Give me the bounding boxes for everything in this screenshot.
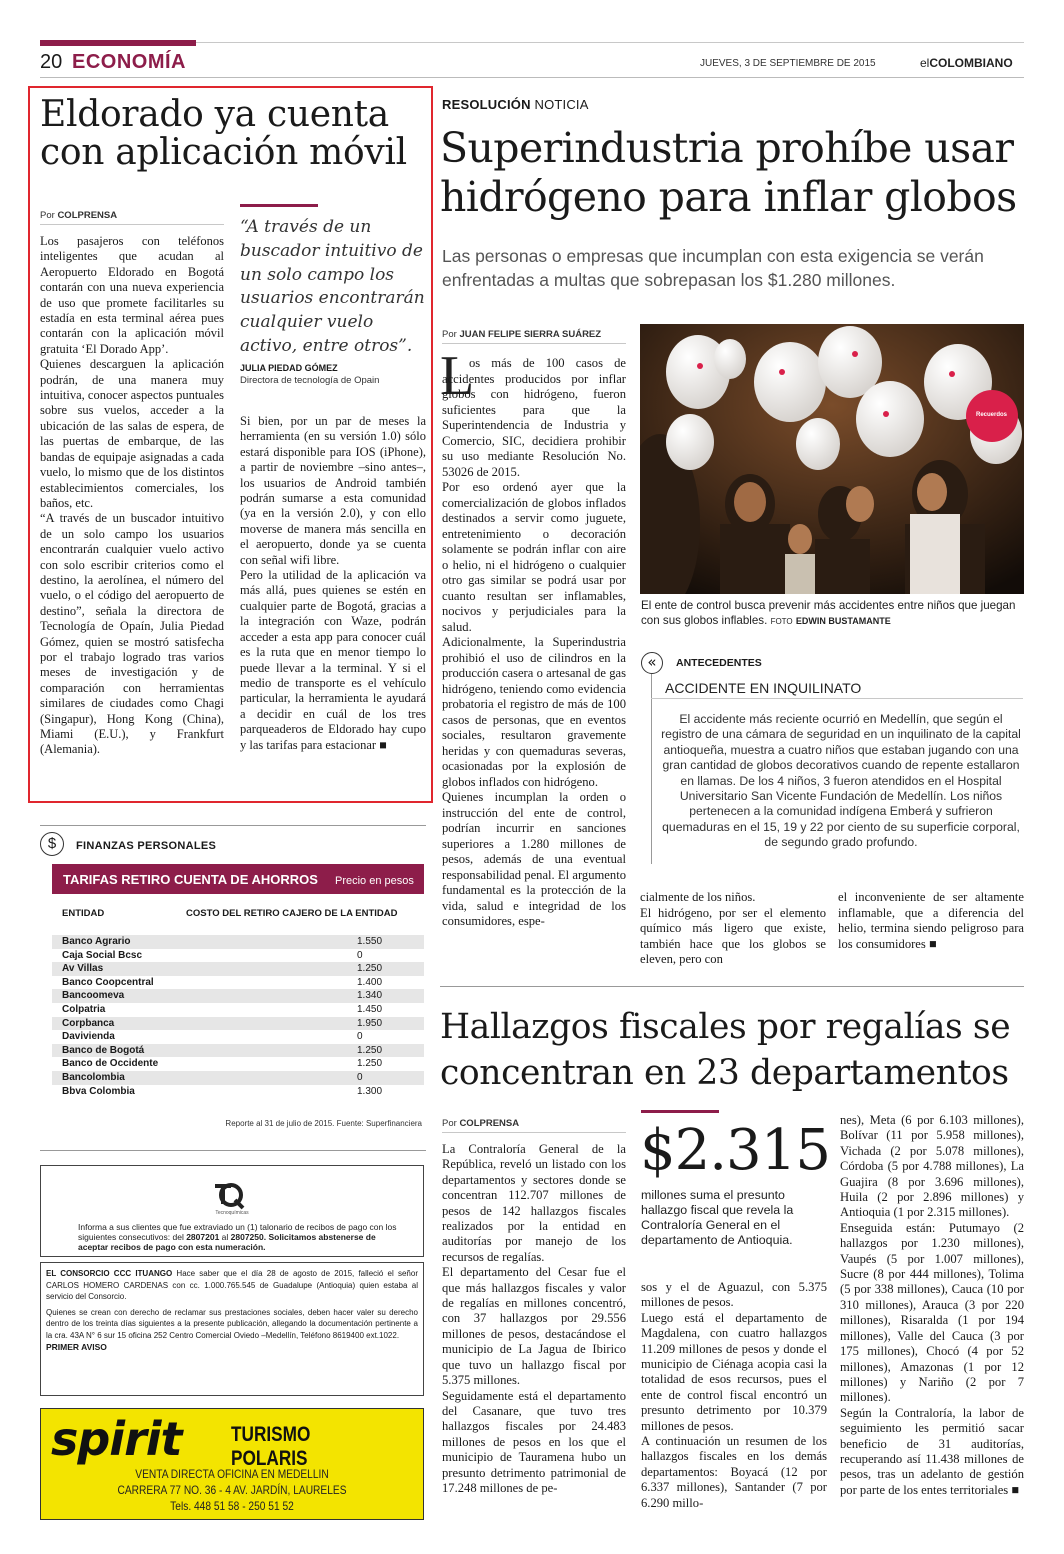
quote-author: JULIA PIEDAD GÓMEZ — [240, 363, 338, 373]
superindustria-col3: el inconveniente de ser altamente inflamable, que a diferencia del helio, termina siendo peligroso para los consumidores ■ — [838, 890, 1024, 951]
entity-cell: Corpbanca — [62, 1017, 115, 1029]
quote-author-role: Directora de tecnología de Opain — [240, 375, 380, 386]
entity-cell: Colpatria — [62, 1003, 106, 1015]
superindustria-headline: Superindustria prohíbe usar hidrógeno para inflar globos — [440, 124, 1017, 221]
hallazgos-col1: La Contraloría General de la República, reveló un listado con los departamentos y sectores donde se concentran 112.707 millones de pesos de 142 hallazgos fiscales realizados por la entidad en auditorías por manejo de los recursos de regalías. El departamento del Cesar fue el que más hallazgos fiscales y valor de regalías en millones concentró, con 37 hallazgos por 29.556 millones de pesos, destacándose el municipio de La Jagua de Ibirico que tuvo un hallazgo fiscal por 5.375 millones. Seguidamente está el departamento del Casanare, que tuvo tres hallazgos fiscales por 24.483 millones de pesos en los que el municipio de Tauramena hubo un presunto detrimento patrimonial de 17.248 millones de pe- — [442, 1142, 626, 1495]
table-row — [52, 949, 424, 963]
entity-cell: Banco de Occidente — [62, 1058, 159, 1070]
section-color-bar — [40, 40, 196, 46]
entity-cell: Banco Coopcentral — [62, 976, 154, 988]
table-row — [52, 935, 424, 949]
drop-cap: L — [440, 345, 475, 407]
table-row — [52, 976, 424, 990]
cost-cell: 0 — [357, 1071, 363, 1083]
big-number-caption: millones suma el presunto hallazgo fiscal que revela la Contraloría General en el departamento de Antioquia. — [641, 1188, 794, 1247]
table-row — [52, 1017, 424, 1031]
hallazgos-headline: Hallazgos fiscales por regalías se concentran en 23 departamentos — [440, 1007, 1011, 1093]
kicker: RESOLUCIÓN NOTICIA — [442, 97, 589, 112]
photo-caption: El ente de control busca prevenir más accidentes entre niños que juegan con sus globos inflables. FOTO EDWIN BUSTAMANTE — [641, 599, 1016, 627]
entity-cell: Bancoomeva — [62, 990, 125, 1002]
cost-cell: 1.250 — [357, 963, 383, 975]
cost-cell: 1.450 — [357, 1003, 383, 1015]
dollar-icon: $ — [40, 832, 64, 856]
tecnoquimicas-text: Informa a sus clientes que fue extraviado un (1) talonario de recibos de pago con los siguientes consecutivos: del 2807201 al 2807250. Solicitamos abstenerse de aceptar recibos de pago con esta numeración. — [78, 1222, 397, 1252]
entity-cell: Bbva Colombia — [62, 1085, 135, 1097]
hallazgos-col2: sos y el de Aguazul, con 5.375 millones de pesos. Luego está el departamento de Magdalena, con cuatro hallazgos 11.209 millones de pesos y donde el municipio de Ciénaga acopia casi la totalidad de esos recursos, pues el ente de control fiscal encontró un presunto detrimento por 10.379 millones de pesos. A continuación un resumen de los hallazgos fiscales en los demás departamentos: Boyacá (12 por 6.337 millones), Santander (7 por 6.290 millo- — [641, 1280, 827, 1510]
number-bar — [641, 1110, 719, 1113]
tecnoquimicas-logo — [213, 1180, 247, 1210]
page-number: 20 — [40, 51, 63, 73]
entity-cell: Bancolombia — [62, 1071, 125, 1083]
cost-cell: 1.250 — [357, 1058, 383, 1070]
superindustria-col2: cialmente de los niños. El hidrógeno, por ser el elemento químico más ligero que existe, también hace que los globos se eleven, pero con — [640, 890, 826, 966]
eldorado-byline: Por COLPRENSA — [40, 210, 118, 221]
superindustria-byline: Por JUAN FELIPE SIERRA SUÁREZ — [442, 329, 602, 340]
cost-cell: 1.250 — [357, 1044, 383, 1056]
big-number: $2.315 — [640, 1118, 830, 1183]
tecnoquimicas-ad: Tecnoquímicas Informa a sus clientes que fue extraviado un (1) talonario de recibos de pago con los siguientes consecutivos: del 2807201 al 2807250. Solicitamos abstenerse de aceptar recibos de pago con esta numeración. — [40, 1165, 424, 1257]
consorcio-notice: EL CONSORCIO CCC ITUANGO Hace saber que el día 28 de agosto de 2015, falleció el señor CARLOS HOMERO CARDENAS con cc. 1.000.765.545 de Guadalupe (Antioquia) quien estaba al servicio del Consorcio. Quienes se crean con derecho de reclamar sus prestaciones sociales, deben hacer valer su derecho dentro de los treinta días siguientes a la presente publicación, allegando la documentación pertinente a la cra. 43A N° 6 sur 15 oficina 252 Centro Comercial Oviedo –Medellín, Teléfono 8619400 ext.1022. PRIMER AVISO — [40, 1262, 424, 1396]
hallazgos-col3: nes), Meta (6 por 6.103 millones), Bolívar (11 por 5.958 millones), Vichada (2 por 5.078 millones), Córdoba (5 por 4.788 millones), La Guajira (8 por 3.696 millones), Huila (2 por 2.896 millones) y Antioquia (1 por 2.315 millones). Enseguida están: Putumayo (2 hallazgos por 1.230 millones), Vaupés (5 por 1.007 millones), Sucre (8 por 444 millones), Tolima (5 por 338 millones), Cauca (10 por 310 millones), Arauca (3 por 220 millones), Risaralda (1 por 194 millones), Valle del Cauca (3 por 175 millones), Chocó (4 por 52 millones), Amazonas (1 por 12 millones) y Nariño (2 por 7 millones). Según la Contraloría, la labor de seguimiento les permitió sacar beneficio de 31 auditorías, recuperando así 11.438 millones de pesos, tras un adelanto de gestión por parte de los entes territoriales ■ — [840, 1113, 1024, 1497]
section-title: ECONOMÍA — [72, 51, 186, 73]
tarifas-table — [52, 935, 424, 1098]
table-row — [52, 989, 424, 1003]
table-row — [52, 1071, 424, 1085]
cost-cell: 1.340 — [357, 990, 383, 1002]
paper-name: elCOLOMBIANO — [920, 56, 1013, 70]
hallazgos-byline: Por COLPRENSA — [442, 1118, 520, 1129]
spirit-logo: spirit — [51, 1412, 182, 1466]
table-row — [52, 1030, 424, 1044]
antecedentes-title: ACCIDENTE EN INQUILINATO — [665, 680, 862, 696]
superindustria-col1: os más de 100 casos de accidentes producidos por inflar globos con hidrógeno, fueron suficientes para que la Superintendencia de Industria y Comercio, SIC, decidiera prohibir su uso mediante Resolución No. 53026 de 2015. Por eso ordenó ayer que la comercialización de globos inflados destinados a servir como juguete, entretenimiento o decoración solamente se podrán inflar con aire o helio, ni el hidrógeno o cualquier otro gas similar se podrá usar por cuanto resultan ser inflamables, nocivos y perjudiciales para la salud. Adicionalmente, la Superindustria prohibió el uso de cilindros en la producción casera o artesanal de gas hidrógeno, teniendo como evidencia probatoria el registro de más de 100 casos de personas, que en eventos sociales, resultaron gravemente heridas y con quemaduras severas, ocasionadas por la explosión de globos inflados con hidrógeno. Quienes incumplan la orden o instrucción del ente de control, podrían incurrir en sanciones superiores a 1.280 millones de pesos, además de una eventual responsabilidad penal. El argumento fundamental es la protección de la vida, salud e integridad de los consumidores, espe- — [442, 356, 626, 928]
entity-cell: Caja Social Bcsc — [62, 949, 143, 961]
cost-cell: 1.400 — [357, 976, 383, 988]
cost-cell: 1.950 — [357, 1017, 383, 1029]
eldorado-headline: Eldorado ya cuenta con aplicación móvil — [40, 94, 407, 173]
double-chevron-icon: « — [641, 652, 663, 674]
table-row — [52, 1085, 424, 1099]
antecedentes-label: ANTECEDENTES — [676, 657, 762, 669]
cost-cell: 1.300 — [357, 1085, 383, 1097]
cost-cell: 0 — [357, 949, 363, 961]
superindustria-deck: Las personas o empresas que incumplan con esta exigencia se verán enfrentadas a multas que sobrepasan los $1.280 millones. — [442, 246, 984, 290]
table-row — [52, 1003, 424, 1017]
antecedentes-body: El accidente más reciente ocurrió en Medellín, que según el registro de una cámara de seguridad en un inquilinato de la capital antioqueña, muestra a cuatro niños que estaban jugando con una gran cantidad de globos decorativos cuando de repente estallaron en llamas. De los 4 niños, 3 fueron atendidos en el Hospital Universitario San Vicente Fundación de Medellín. Los niños pertenecen a la comunidad indígena Emberá y sufrieron quemaduras en el 15, 19 y 22 por ciento de su superficie corporal, de segundo grado profundo. — [661, 712, 1021, 850]
cost-cell: 0 — [357, 1031, 363, 1043]
entity-cell: Banco Agrario — [62, 936, 131, 947]
spirit-ad: spirit TURISMO POLARIS VENTA DIRECTA OFICINA EN MEDELLIN CARRERA 77 NO. 36 - 4 AV. JARDÍN, LAURELES Tels. 448 51 58 - 250 51 52 — [40, 1408, 424, 1520]
entity-cell: Av Villas — [62, 963, 104, 975]
table-row — [52, 1044, 424, 1058]
issue-date: JUEVES, 3 DE SEPTIEMBRE DE 2015 — [700, 58, 876, 69]
finanzas-title: FINANZAS PERSONALES — [76, 840, 217, 852]
eldorado-col1: Los pasajeros con teléfonos inteligentes que acudan al Aeropuerto Eldorado en Bogotá contarán con una nueva experiencia de uso que promete facilitarles su estadía en esta terminal aérea pues contarán con la aplicación móvil gratuita ‘El Dorado App’. Quienes descarguen la aplicación podrán, de una manera muy intuitiva, conocer aspectos puntuales sobre sus vuelos, acceder a la ubicación de las salas de espera, de las puertas de embarque, de las bandas de equipaje asignadas a cada vuelo, lo mismo que de los distintos establecimientos comerciales, los baños, etc. “A través de un buscador intuitivo de un solo campo los usuarios encontrarán cualquier vuelo activo con solo escribir criterios como el destino, la aerolínea, el número del vuelo, o el código del aeropuerto de destino”, señala la directora de Tecnología de Opaín, Julia Piedad Gómez, quien se mostró satisfecha por el trabajo logrado tras varios meses de investigación y de comparación con herramientas similares de ciudades como Chagi (Singapur), Hong Kong (China), Miami (E.U.), y Frankfurt (Alemania). — [40, 234, 224, 757]
col-header-cost: COSTO DEL RETIRO CAJERO DE LA ENTIDAD — [186, 908, 398, 919]
cost-cell: 1.550 — [357, 936, 383, 947]
table-title-bar: TARIFAS RETIRO CUENTA DE AHORROS Precio en pesos — [52, 864, 424, 894]
quote-bar — [240, 204, 318, 207]
table-row — [52, 1057, 424, 1071]
table-row — [52, 962, 424, 976]
table-source: Reporte al 31 de julio de 2015. Fuente: Superfinanciera — [225, 1119, 422, 1128]
entity-cell: Davivienda — [62, 1031, 115, 1043]
eldorado-col2: Si bien, por un par de meses la herramienta (en su versión 1.0) sólo estará disponible para IOS (iPhone), a partir de noviembre –sino antes–, los usuarios de Android también podrán sumarse a esta comunidad (ya en la versión 2.0), y con ello moverse de manera más sencilla en el aeropuerto, donde ya se cuenta con señal wifi libre. Pero la utilidad de la aplicación va más allá, pues quienes se estén en cualquier parte de Bogotá, gracias a la integración con Waze, podrán acceder a esta app para conocer cuál es la ruta que en menor tiempo lo puede llevar a la terminal. Y si el medio de transporte es el vehículo particular, la herramienta le ayudará a decidir en cuál de los tres parqueaderos de Eldorado hay cupo y las tarifas para estacionar ■ — [240, 414, 426, 752]
balloons-photo: Recuerdos — [640, 324, 1024, 594]
pull-quote: “A través de un buscador intuitivo de un solo campo los usuarios encontrarán cualquier vuelo activo, entre otros”. — [240, 217, 425, 356]
col-header-entity: ENTIDAD — [62, 908, 105, 919]
entity-cell: Banco de Bogotá — [62, 1044, 145, 1056]
